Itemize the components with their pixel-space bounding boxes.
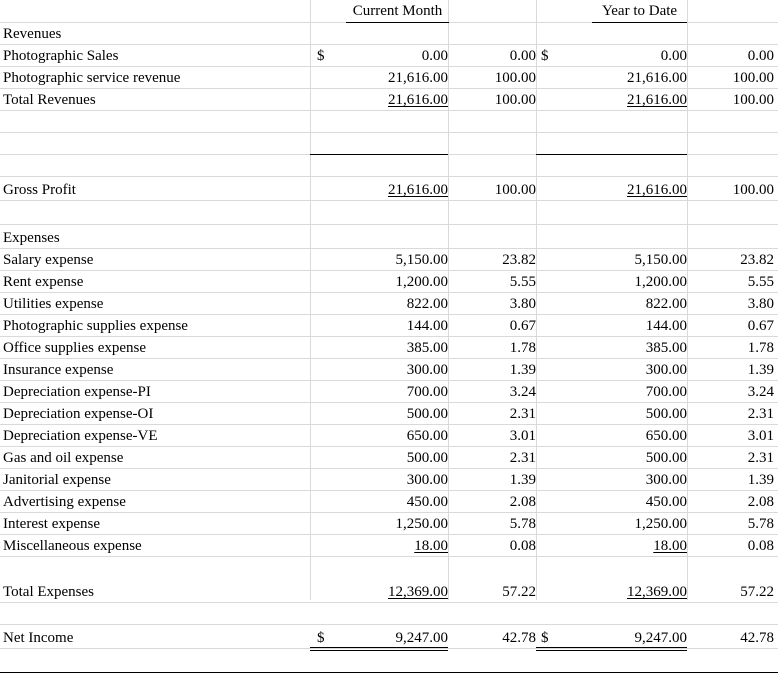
ytd-pct: 1.39 bbox=[747, 362, 774, 378]
row-label: Insurance expense bbox=[3, 362, 114, 378]
double-rule-line bbox=[310, 647, 448, 648]
cm-value: 144.00 bbox=[406, 318, 448, 334]
currency-symbol: $ bbox=[541, 48, 549, 64]
gross-profit-row bbox=[0, 178, 778, 201]
ytd-value: 450.00 bbox=[645, 494, 687, 510]
ytd-value: 822.00 bbox=[645, 296, 687, 312]
row-label: Net Income bbox=[3, 630, 74, 646]
net-income-row bbox=[0, 626, 778, 649]
ytd-value: 500.00 bbox=[645, 406, 687, 422]
double-rule-line bbox=[536, 647, 687, 648]
row-label: Depreciation expense-PI bbox=[3, 384, 151, 400]
cm-pct: 5.78 bbox=[509, 516, 536, 532]
currency-symbol: $ bbox=[541, 630, 549, 646]
empty-row bbox=[0, 602, 778, 625]
ytd-value: 385.00 bbox=[645, 340, 687, 356]
row-label: Utilities expense bbox=[3, 296, 104, 312]
current-month-header: Current Month bbox=[346, 0, 449, 23]
row-label: Miscellaneous expense bbox=[3, 538, 142, 554]
ytd-value: 12,369.00 bbox=[627, 584, 687, 600]
row-label: Total Expenses bbox=[3, 584, 95, 600]
row-label: Photographic service revenue bbox=[3, 70, 181, 86]
ytd-pct: 3.24 bbox=[747, 384, 774, 400]
ytd-value: 300.00 bbox=[645, 472, 687, 488]
cm-value: 12,369.00 bbox=[388, 584, 448, 600]
row-label: Interest expense bbox=[3, 516, 101, 532]
cm-value: 18.00 bbox=[414, 538, 448, 554]
cm-value: 385.00 bbox=[406, 340, 448, 356]
row-label: Photographic supplies expense bbox=[3, 318, 188, 334]
cm-pct: 0.00 bbox=[509, 48, 536, 64]
cm-pct: 2.08 bbox=[509, 494, 536, 510]
cm-pct: 100.00 bbox=[494, 70, 536, 86]
empty-row bbox=[0, 110, 778, 133]
header-row bbox=[0, 0, 778, 23]
cm-value: 822.00 bbox=[406, 296, 448, 312]
row-label: Salary expense bbox=[3, 252, 94, 268]
cm-pct: 3.24 bbox=[509, 384, 536, 400]
cm-pct: 23.82 bbox=[502, 252, 536, 268]
row-label: Photographic Sales bbox=[3, 48, 119, 64]
ytd-pct: 100.00 bbox=[732, 92, 774, 108]
cm-value: 300.00 bbox=[406, 472, 448, 488]
ytd-value: 21,616.00 bbox=[627, 182, 687, 198]
ytd-pct: 23.82 bbox=[740, 252, 774, 268]
cm-value: 0.00 bbox=[421, 48, 448, 64]
table-row bbox=[0, 44, 778, 67]
ytd-value: 5,150.00 bbox=[634, 252, 687, 268]
ytd-pct: 3.01 bbox=[747, 428, 774, 444]
ytd-pct: 0.08 bbox=[747, 538, 774, 554]
row-label: Gas and oil expense bbox=[3, 450, 124, 466]
ytd-pct: 57.22 bbox=[740, 584, 774, 600]
table-row bbox=[0, 490, 778, 513]
table-row bbox=[0, 292, 778, 315]
ytd-pct: 0.67 bbox=[747, 318, 774, 334]
row-label: Advertising expense bbox=[3, 494, 126, 510]
cm-value: 500.00 bbox=[406, 450, 448, 466]
ytd-pct: 2.31 bbox=[747, 406, 774, 422]
total-revenues-row bbox=[0, 88, 778, 111]
ytd-value: 21,616.00 bbox=[627, 92, 687, 108]
table-row bbox=[0, 314, 778, 337]
row-label: Depreciation expense-OI bbox=[3, 406, 154, 422]
ytd-pct: 5.55 bbox=[747, 274, 774, 290]
cm-pct: 5.55 bbox=[509, 274, 536, 290]
table-row bbox=[0, 336, 778, 359]
ytd-pct: 1.78 bbox=[747, 340, 774, 356]
table-row bbox=[0, 380, 778, 403]
cm-value: 1,200.00 bbox=[395, 274, 448, 290]
cm-pct: 100.00 bbox=[494, 92, 536, 108]
cm-pct: 2.31 bbox=[509, 450, 536, 466]
ytd-pct: 2.08 bbox=[747, 494, 774, 510]
table-row bbox=[0, 534, 778, 557]
cm-value: 21,616.00 bbox=[388, 70, 448, 86]
table-row bbox=[0, 468, 778, 491]
cm-pct: 0.67 bbox=[509, 318, 536, 334]
ytd-value: 500.00 bbox=[645, 450, 687, 466]
ytd-pct: 42.78 bbox=[740, 630, 774, 646]
cm-pct: 3.01 bbox=[509, 428, 536, 444]
cm-value: 21,616.00 bbox=[388, 92, 448, 108]
double-rule-line bbox=[310, 650, 448, 651]
row-label: Office supplies expense bbox=[3, 340, 147, 356]
rule-line bbox=[536, 154, 687, 155]
cm-value: 9,247.00 bbox=[395, 630, 448, 646]
currency-symbol: $ bbox=[317, 48, 325, 64]
ytd-value: 18.00 bbox=[653, 538, 687, 554]
table-row bbox=[0, 248, 778, 271]
cm-value: 700.00 bbox=[406, 384, 448, 400]
cm-pct: 1.78 bbox=[509, 340, 536, 356]
ytd-pct: 100.00 bbox=[732, 182, 774, 198]
row-label: Rent expense bbox=[3, 274, 84, 290]
table-row bbox=[0, 270, 778, 293]
year-to-date-header: Year to Date bbox=[592, 0, 687, 23]
cm-pct: 2.31 bbox=[509, 406, 536, 422]
cm-pct: 3.80 bbox=[509, 296, 536, 312]
expenses-title-row bbox=[0, 226, 778, 249]
bottom-rule bbox=[0, 672, 778, 673]
table-row bbox=[0, 424, 778, 447]
table-row bbox=[0, 66, 778, 89]
cm-value: 5,150.00 bbox=[395, 252, 448, 268]
row-label: Total Revenues bbox=[3, 92, 96, 108]
ytd-value: 1,250.00 bbox=[634, 516, 687, 532]
table-row bbox=[0, 402, 778, 425]
row-label: Janitorial expense bbox=[3, 472, 111, 488]
cm-value: 500.00 bbox=[406, 406, 448, 422]
cm-pct: 1.39 bbox=[509, 472, 536, 488]
ytd-pct: 1.39 bbox=[747, 472, 774, 488]
row-label: Gross Profit bbox=[3, 182, 76, 198]
ytd-value: 144.00 bbox=[645, 318, 687, 334]
empty-row bbox=[0, 202, 778, 225]
cm-value: 300.00 bbox=[406, 362, 448, 378]
cm-value: 1,250.00 bbox=[395, 516, 448, 532]
cm-pct: 42.78 bbox=[502, 630, 536, 646]
cm-pct: 0.08 bbox=[509, 538, 536, 554]
ytd-value: 700.00 bbox=[645, 384, 687, 400]
cm-value: 450.00 bbox=[406, 494, 448, 510]
total-expenses-row bbox=[0, 580, 778, 603]
ytd-pct: 100.00 bbox=[732, 70, 774, 86]
ytd-pct: 0.00 bbox=[747, 48, 774, 64]
ytd-pct: 3.80 bbox=[747, 296, 774, 312]
currency-symbol: $ bbox=[317, 630, 325, 646]
cm-pct: 100.00 bbox=[494, 182, 536, 198]
rule-line bbox=[310, 154, 448, 155]
section-title: Revenues bbox=[3, 26, 62, 42]
table-row bbox=[0, 446, 778, 469]
empty-row bbox=[0, 154, 778, 177]
cm-value: 21,616.00 bbox=[388, 182, 448, 198]
ytd-value: 1,200.00 bbox=[634, 274, 687, 290]
ytd-value: 650.00 bbox=[645, 428, 687, 444]
cm-pct: 1.39 bbox=[509, 362, 536, 378]
ytd-value: 21,616.00 bbox=[627, 70, 687, 86]
cm-value: 650.00 bbox=[406, 428, 448, 444]
section-title: Expenses bbox=[3, 230, 60, 246]
empty-row bbox=[0, 132, 778, 155]
cm-pct: 57.22 bbox=[502, 584, 536, 600]
table-row bbox=[0, 358, 778, 381]
row-label: Depreciation expense-VE bbox=[3, 428, 158, 444]
ytd-value: 0.00 bbox=[660, 48, 687, 64]
ytd-pct: 5.78 bbox=[747, 516, 774, 532]
table-row bbox=[0, 512, 778, 535]
ytd-value: 300.00 bbox=[645, 362, 687, 378]
ytd-pct: 2.31 bbox=[747, 450, 774, 466]
double-rule-line bbox=[536, 650, 687, 651]
revenues-title-row bbox=[0, 22, 778, 45]
ytd-value: 9,247.00 bbox=[634, 630, 687, 646]
